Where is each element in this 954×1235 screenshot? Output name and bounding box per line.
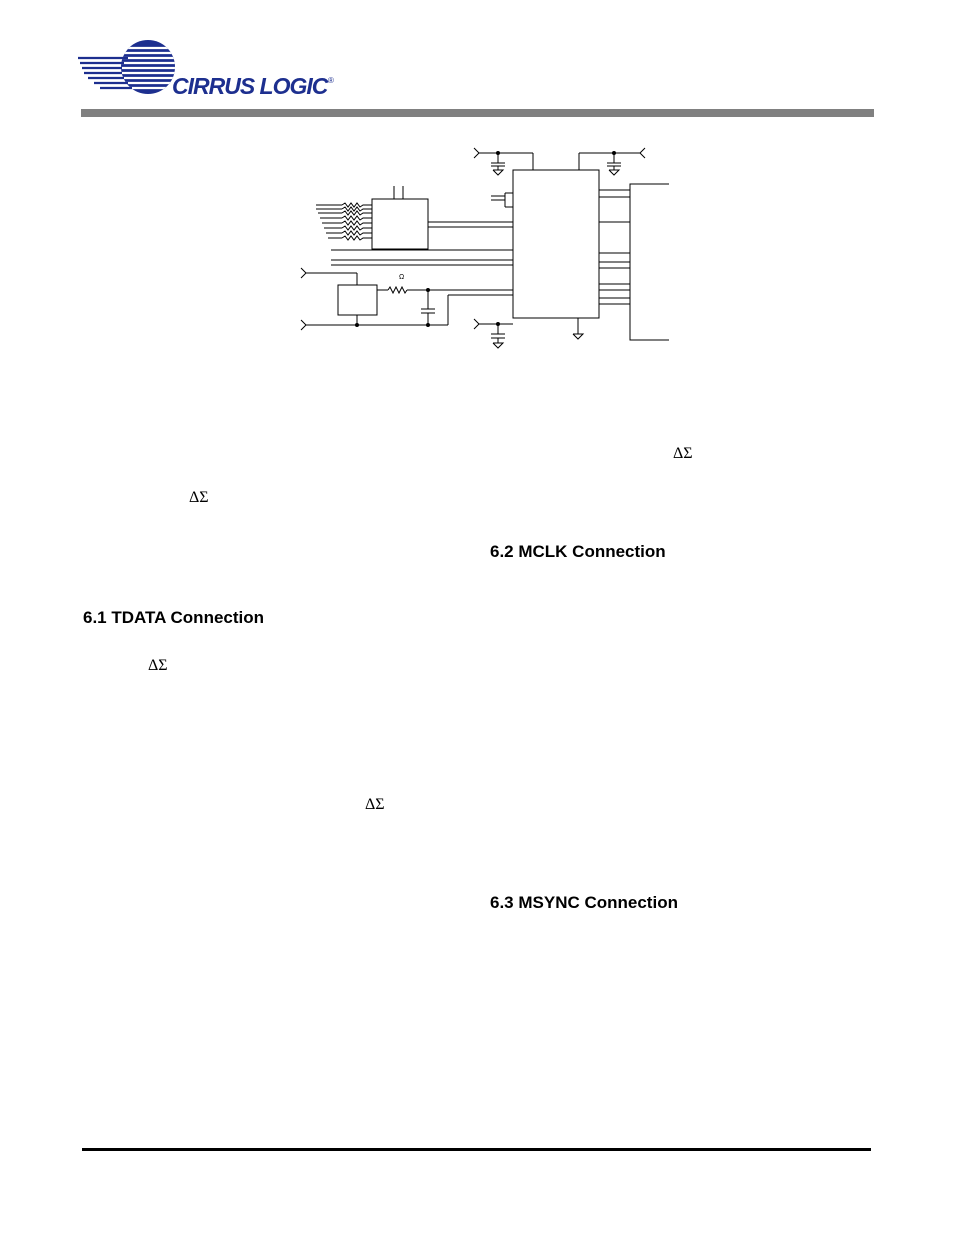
resistor	[388, 287, 407, 293]
input-arrow	[301, 320, 306, 330]
supply-arrow-bottom	[474, 319, 479, 329]
header-rule	[81, 109, 874, 117]
ground-symbol	[573, 334, 583, 339]
logo-registered-mark: ®	[328, 76, 334, 85]
footer-rule	[82, 1148, 871, 1151]
connector	[630, 184, 669, 340]
buffer-block	[372, 199, 428, 249]
schematic-drawing	[290, 140, 680, 355]
connection-schematic	[290, 140, 680, 360]
ground-symbol	[609, 170, 619, 175]
delta-sigma-symbol: ΔΣ	[148, 657, 168, 674]
ground-symbol	[493, 343, 503, 348]
section-heading-mclk: 6.2 MCLK Connection	[490, 542, 666, 561]
supply-arrow-left	[474, 148, 479, 158]
resistor-network	[316, 203, 372, 240]
logo-text: CIRRUS LOGIC	[172, 73, 328, 99]
resistor-unit-label: Ω	[399, 274, 405, 281]
section-heading-msync: 6.3 MSYNC Connection	[490, 893, 678, 912]
section-heading-tdata: 6.1 TDATA Connection	[83, 608, 265, 627]
delta-sigma-symbol: ΔΣ	[673, 445, 693, 462]
oscillator-block	[338, 285, 377, 315]
main-ic	[513, 170, 599, 318]
input-arrow	[301, 268, 306, 278]
supply-arrow-right	[640, 148, 645, 158]
delta-sigma-symbol: ΔΣ	[189, 489, 209, 506]
cirrus-logic-logo	[78, 40, 338, 107]
delta-sigma-symbol: ΔΣ	[365, 796, 385, 813]
ground-symbol	[493, 170, 503, 175]
